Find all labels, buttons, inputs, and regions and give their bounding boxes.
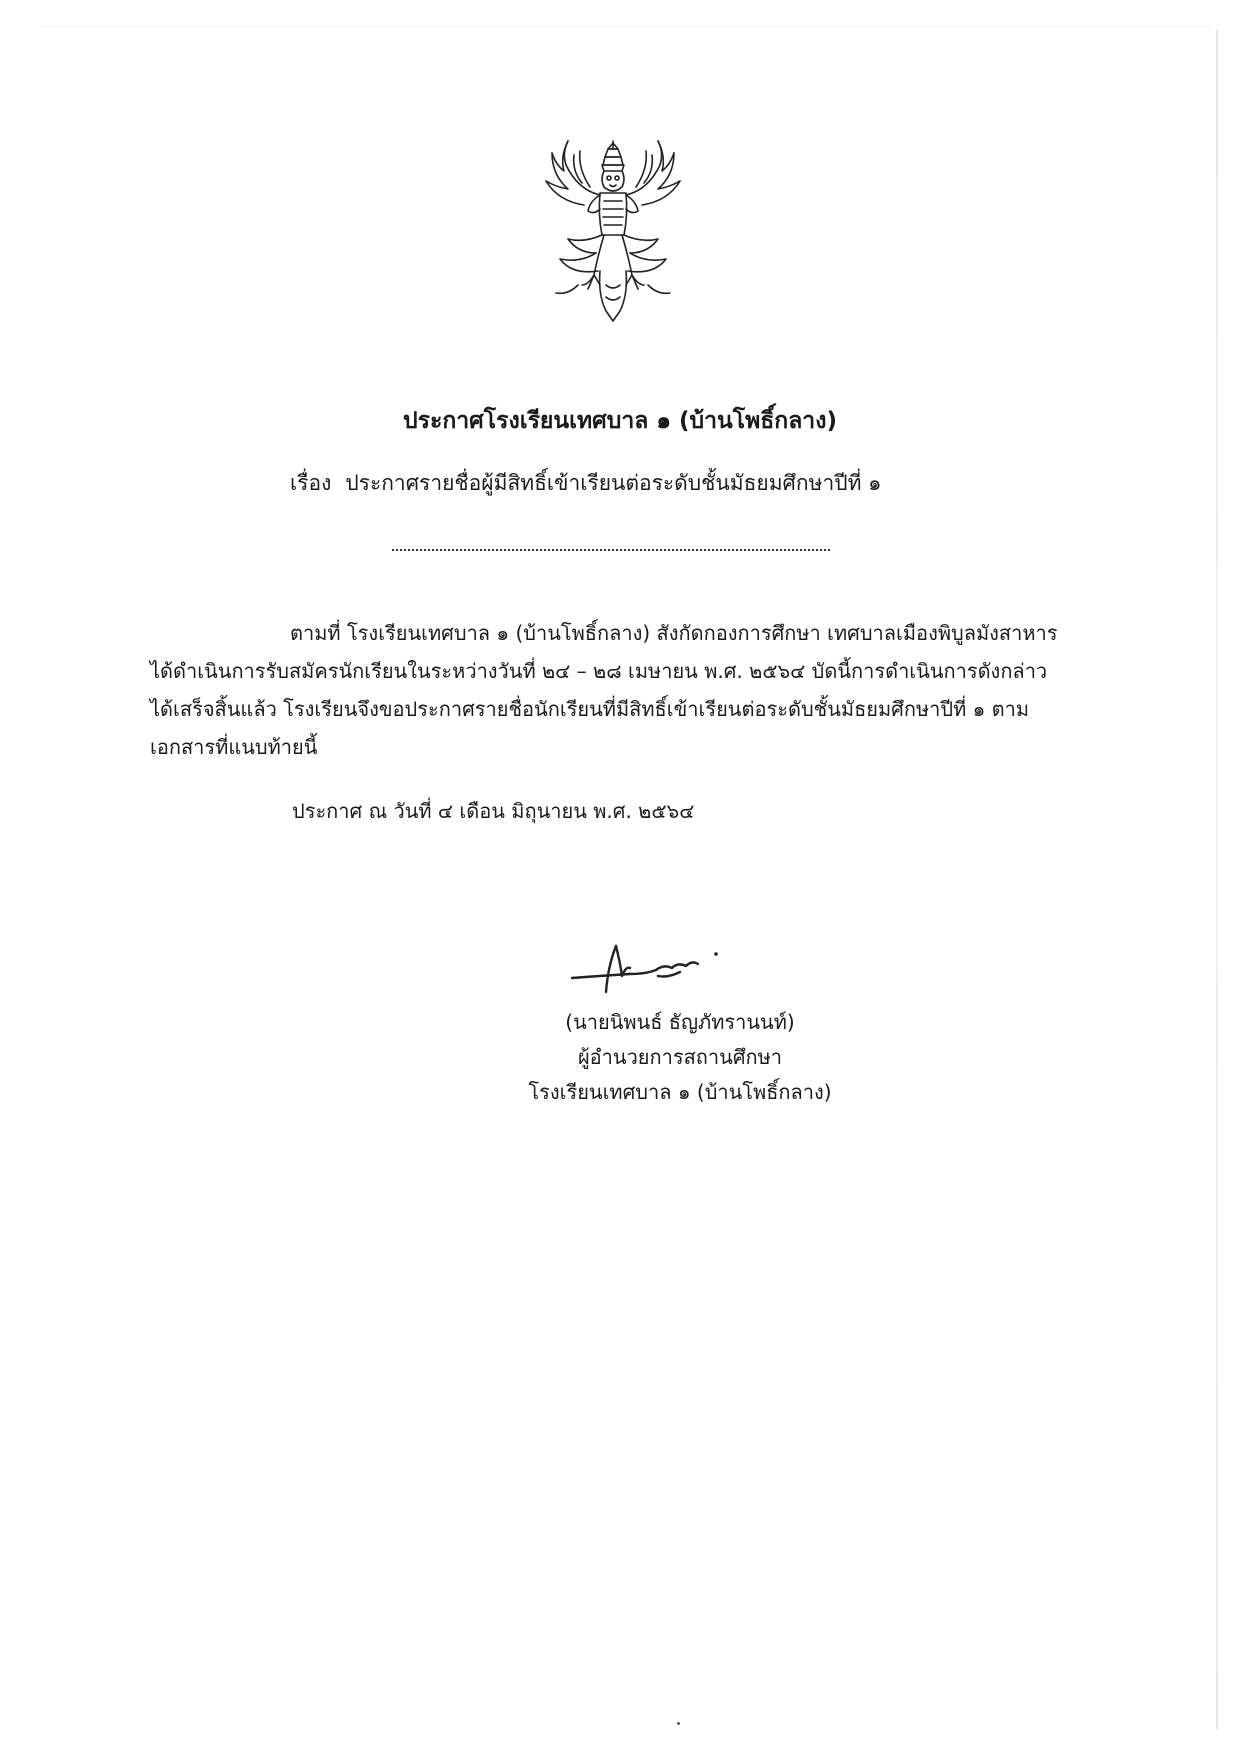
subject-line <box>290 468 881 498</box>
scan-edge-right <box>1216 30 1218 1730</box>
subject-label: เรื่อง <box>290 471 332 495</box>
handwritten-signature <box>568 940 768 1000</box>
dotted-divider <box>392 549 830 551</box>
scan-edge-top <box>40 26 1210 27</box>
announcement-body <box>150 614 1070 766</box>
subject-text: ประกาศรายชื่อผู้มีสิทธิ์เข้าเรียนต่อระดับชั้นมัธยมศึกษาปีที่ ๑ <box>345 471 882 495</box>
signer-name: (นายนิพนธ์ ธัญภัทรานนท์) <box>565 1010 795 1034</box>
signer-block <box>480 1005 880 1110</box>
announcement-date: ประกาศ ณ วันที่ ๔ เดือน มิถุนายน พ.ศ. ๒๕๖๔ <box>292 799 695 823</box>
scan-speck <box>677 1722 680 1725</box>
garuda-emblem-icon <box>538 135 688 325</box>
announcement-title: ประกาศโรงเรียนเทศบาล ๑ (บ้านโพธิ์กลาง) <box>403 408 837 434</box>
signer-position: ผู้อำนวยการสถานศึกษา <box>577 1045 783 1069</box>
signer-organization: โรงเรียนเทศบาล ๑ (บ้านโพธิ์กลาง) <box>528 1080 832 1104</box>
body-paragraph: ตามที่ โรงเรียนเทศบาล ๑ (บ้านโพธิ์กลาง) สังกัดกองการศึกษา เทศบาลเมืองพิบูลมังสาหาร ได้ดำเนินการรับสมัครนักเรียนในระหว่างวันที่ ๒๔ – ๒๘ เมษายน พ.ศ. ๒๕๖๔ บัดนี้การดำเนินการดังกล่าวได้เสร็จสิ้นแล้ว โรงเรียนจึงขอประกาศรายชื่อนักเรียนที่มีสิทธิ์เข้าเรียนต่อระดับชั้นมัธยมศึกษาปีที่ ๑ ตามเอกสารที่แนบท้ายนี้ <box>150 621 1058 759</box>
